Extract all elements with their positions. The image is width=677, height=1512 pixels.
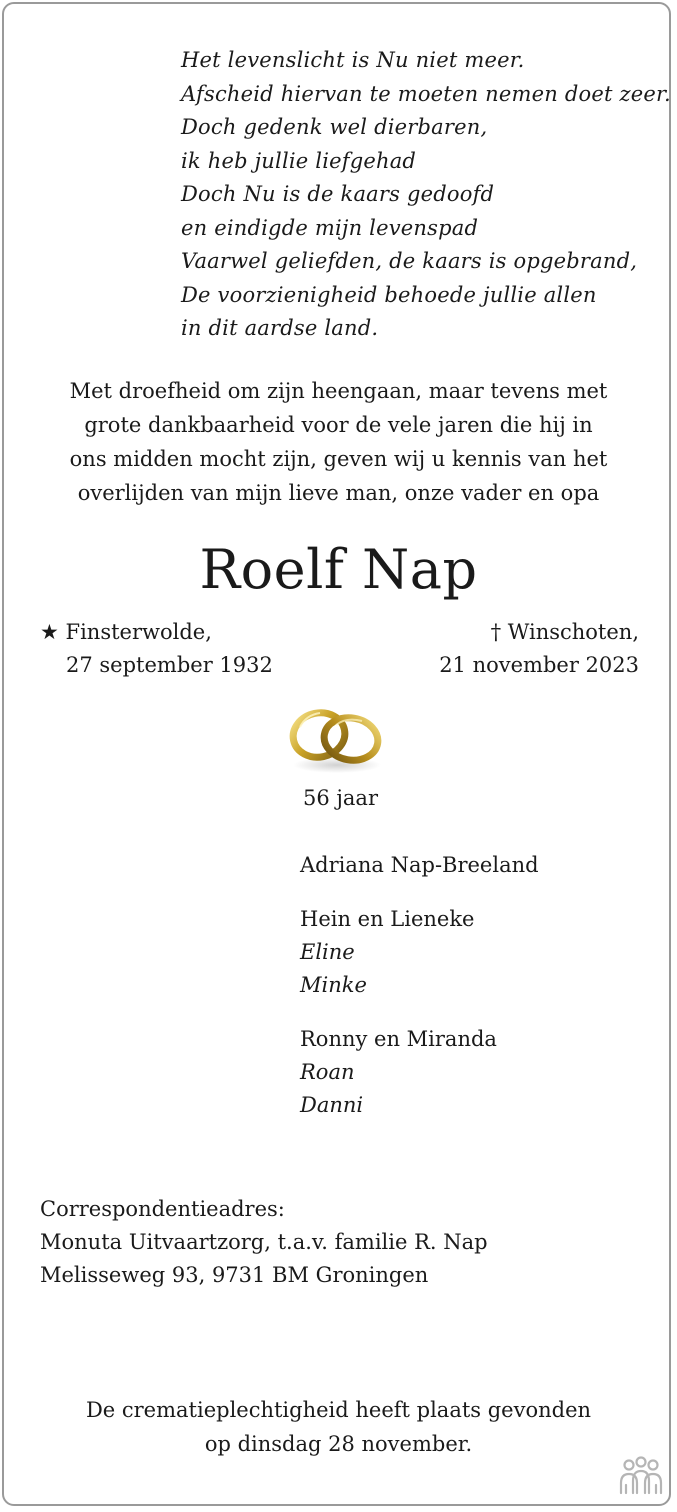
address-line: Monuta Uitvaartzorg, t.a.v. familie R. Nap	[40, 1230, 488, 1254]
correspondence-address	[40, 1193, 488, 1292]
death-place: † Winschoten,	[490, 620, 639, 644]
poem-line: in dit aardse land.	[181, 316, 379, 340]
poem-line: en eindigde mijn levenspad	[181, 215, 479, 240]
family-head: Ronny en Miranda	[300, 1027, 497, 1051]
ceremony-line: op dinsdag 28 november.	[204, 1432, 473, 1456]
address-line: Correspondentieadres:	[40, 1197, 285, 1221]
people-group-logo-icon	[615, 1455, 667, 1499]
address-line: Melisseweg 93, 9731 BM Groningen	[40, 1263, 429, 1287]
poem-line: Doch Nu is de kaars gedoofd	[181, 182, 495, 206]
grandchild-name: Eline	[300, 940, 355, 964]
grandchild-name: Danni	[300, 1093, 364, 1117]
birth-date: 27 september 1932	[66, 653, 273, 677]
family-group	[300, 903, 539, 1002]
death-date: 21 november 2023	[439, 653, 639, 677]
spouse-group	[300, 849, 539, 882]
deceased-name: Roelf Nap	[199, 538, 478, 601]
family-group	[300, 1023, 539, 1122]
grandchild-name: Roan	[300, 1060, 355, 1084]
intro-text	[20, 374, 657, 510]
poem-line: Doch gedenk wel dierbaren,	[181, 115, 488, 139]
ceremony-line: De crematieplechtigheid heeft plaats gevonden	[85, 1398, 592, 1422]
birth-place: ★ Finsterwolde,	[40, 620, 212, 644]
poem-line: De voorzienigheid behoede jullie allen	[181, 282, 597, 307]
poem-line: Afscheid hiervan te moeten nemen doet zeer.	[181, 81, 671, 106]
poem	[181, 44, 671, 346]
poem-line: Vaarwel geliefden, de kaars is opgebrand,	[181, 249, 638, 273]
spouse-name: Adriana Nap-Breeland	[300, 853, 539, 877]
intro-line: Met droefheid om zijn heengaan, maar tevens met	[69, 379, 608, 403]
death-info	[439, 616, 639, 682]
wedding-rings-icon	[286, 699, 388, 777]
poem-line: ik heb jullie liefgehad	[181, 148, 417, 173]
birth-info	[40, 616, 273, 682]
family-list	[300, 849, 539, 1122]
marriage-years: 56 jaar	[303, 786, 378, 810]
grandchild-name: Minke	[300, 973, 367, 997]
ceremony-notice	[0, 1393, 677, 1461]
poem-line: Het levenslicht is Nu niet meer.	[181, 48, 525, 72]
intro-line: ons midden mocht zijn, geven wij u kennis van het	[69, 447, 608, 471]
intro-line: grote dankbaarheid voor de vele jaren die hij in	[84, 413, 593, 437]
intro-line: overlijden van mijn lieve man, onze vader en opa	[77, 481, 600, 505]
family-head: Hein en Lieneke	[300, 907, 475, 931]
